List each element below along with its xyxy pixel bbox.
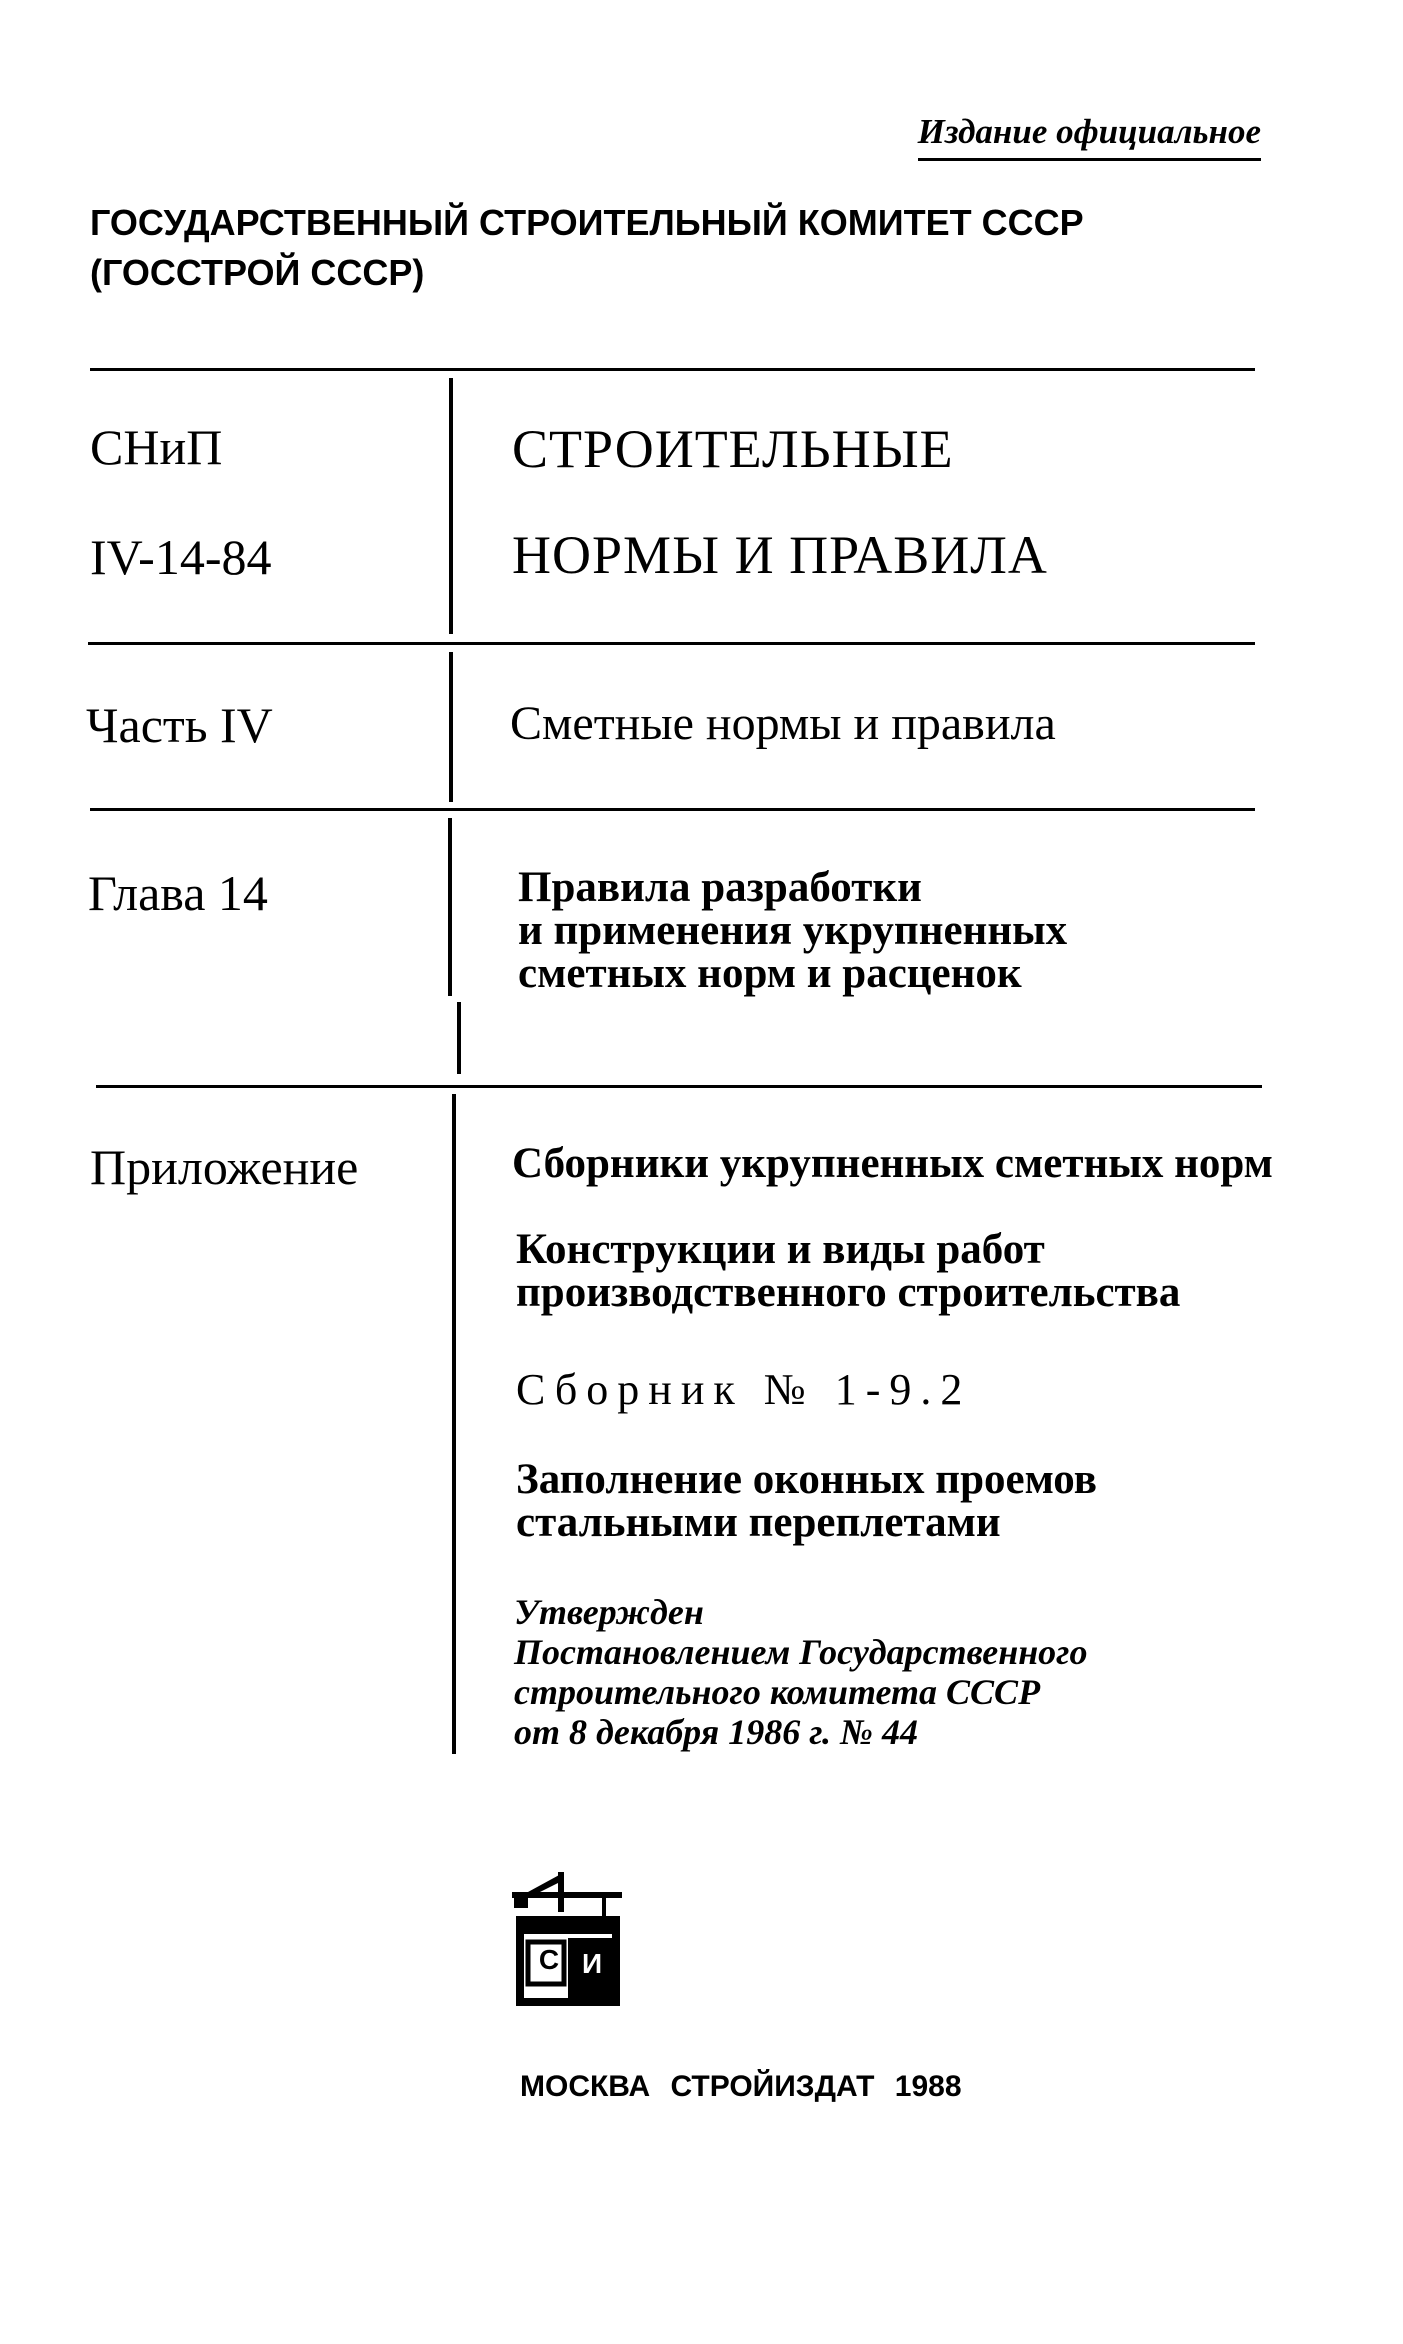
title-line-1: СТРОИТЕЛЬНЫЕ [512,419,954,479]
vertical-rule-snip [449,378,453,634]
committee-name: ГОСУДАРСТВЕННЫЙ СТРОИТЕЛЬНЫЙ КОМИТЕТ СССР [90,202,1084,243]
chapter-title [518,866,1067,995]
approval-line-4: от 8 декабря 1986 г. № 44 [514,1712,918,1752]
chapter-label: Глава 14 [88,865,268,921]
logo-letter-i: И [581,1948,603,1979]
approval-note [514,1592,1087,1752]
part-label: Часть IV [86,697,273,753]
official-edition-label: Издание официальное [918,112,1261,161]
chapter-title-line-2: и применения укрупненных [518,907,1068,954]
approval-line-2: Постановлением Государственного [514,1632,1088,1672]
logo-letter-c: С [538,1944,560,1975]
vertical-rule-part [449,652,453,802]
appendix-construction-title [516,1228,1180,1314]
approval-line-3: строительного комитета СССР [514,1672,1041,1712]
title-line-2: НОРМЫ И ПРАВИЛА [512,525,1048,585]
stroyizdat-logo [506,1872,630,2008]
vertical-rule-appendix [452,1094,456,1754]
publisher-imprint: МОСКВА СТРОЙИЗДАТ 1988 [520,2070,962,2103]
divider-top [90,368,1255,371]
chapter-title-line-3: сметных норм и расценок [518,950,1022,997]
collection-number: Сборник № 1-9.2 [516,1365,972,1414]
vertical-rule-chapter-tail [457,1002,461,1074]
snip-number: IV-14-84 [90,529,272,585]
divider-chapter [96,1085,1262,1088]
collection-subject-line-1: Заполнение оконных проемов [516,1456,1097,1503]
committee-abbrev: (ГОССТРОЙ СССР) [90,252,425,293]
appendix-construction-line-1: Конструкции и виды работ [516,1226,1045,1273]
divider-part [90,808,1255,811]
chapter-title-line-1: Правила разработки [518,864,922,911]
collection-subject-line-2: стальными переплетами [516,1499,1001,1546]
committee-heading [90,198,1084,298]
vertical-rule-chapter [448,818,452,996]
crane-building-icon [506,1872,630,2008]
appendix-label: Приложение [90,1139,359,1195]
part-title: Сметные нормы и правила [510,697,1056,750]
approval-line-1: Утвержден [514,1592,704,1632]
collection-subject [516,1458,1097,1544]
appendix-collections-title: Сборники укрупненных сметных норм [512,1140,1273,1187]
appendix-construction-line-2: производственного строительства [516,1269,1181,1316]
snip-label: СНиП [90,419,223,475]
divider-snip [88,642,1255,645]
